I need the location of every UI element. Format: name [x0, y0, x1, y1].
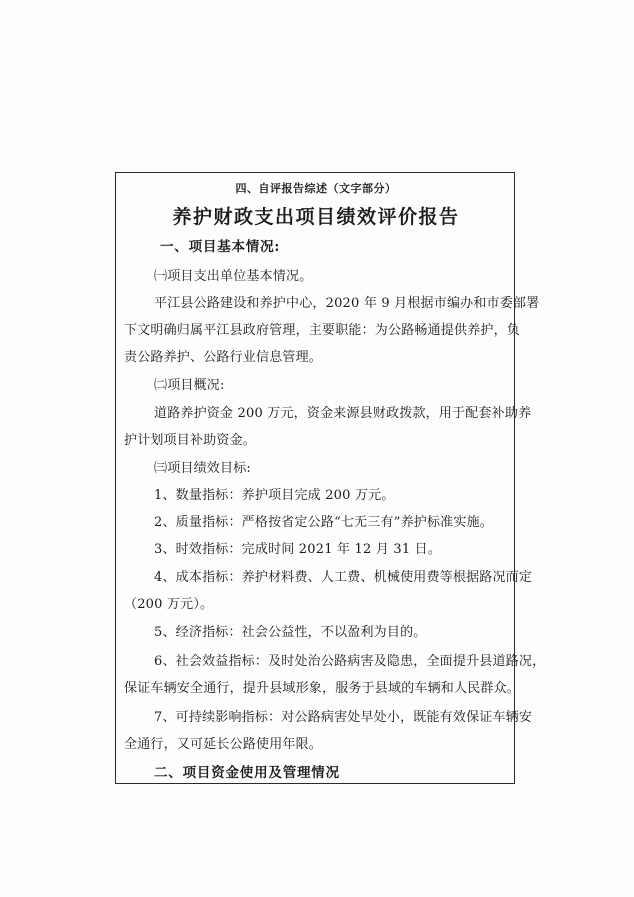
paragraph-unit-info-line-3: 责公路养护、公路行业信息管理。 [124, 350, 323, 365]
goal-cost-line-2: （200 万元）。 [124, 597, 214, 612]
goal-cost-line-1: 4、成本指标：养护材料费、人工费、机械使用费等根据路况而定 [154, 570, 533, 585]
goal-quantity: 1、数量指标：养护项目完成 200 万元。 [154, 488, 395, 503]
heading-basic-info: 一、项目基本情况: [160, 239, 281, 255]
paragraph-overview-line-1: 道路养护资金 200 万元，资金来源县财政拨款，用于配套补助养 [154, 406, 532, 421]
goal-social-line-2: 保证车辆安全通行，提升县域形象，服务于县域的车辆和人民群众。 [124, 681, 521, 696]
subheading-goals: ㈢项目绩效目标: [154, 461, 251, 476]
paragraph-unit-info-line-1: 平江县公路建设和养护中心，2020 年 9 月根据市编办和市委部署 [154, 296, 540, 311]
goal-quality: 2、质量指标：严格按省定公路“七无三有”养护标准实施。 [154, 515, 493, 530]
goal-sustainable-line-1: 7、可持续影响指标：对公路病害处早处小，既能有效保证车辆安 [154, 710, 533, 725]
subheading-unit-info: ㈠项目支出单位基本情况。 [154, 269, 313, 284]
goal-timeliness: 3、时效指标：完成时间 2021 年 12 月 31 日。 [154, 542, 442, 557]
goal-economic: 5、经济指标：社会公益性，不以盈利为目的。 [154, 625, 427, 640]
paragraph-overview-line-2: 护计划项目补助资金。 [124, 433, 257, 448]
subheading-overview: ㈡项目概况: [154, 378, 225, 393]
goal-sustainable-line-2: 全通行，又可延长公路使用年限。 [124, 737, 323, 752]
goal-social-line-1: 6、社会效益指标：及时处治公路病害及隐患，全面提升县道路况， [154, 654, 546, 669]
paragraph-unit-info-line-2: 下文明确归属平江县政府管理，主要职能：为公路畅通提供养护，负 [124, 323, 521, 338]
report-frame [115, 172, 546, 784]
document-title: 养护财政支出项目绩效评价报告 [172, 206, 460, 228]
section-label: 四、自评报告综述（文字部分） [235, 182, 397, 195]
heading-funds-management: 二、项目资金使用及管理情况 [154, 765, 340, 781]
